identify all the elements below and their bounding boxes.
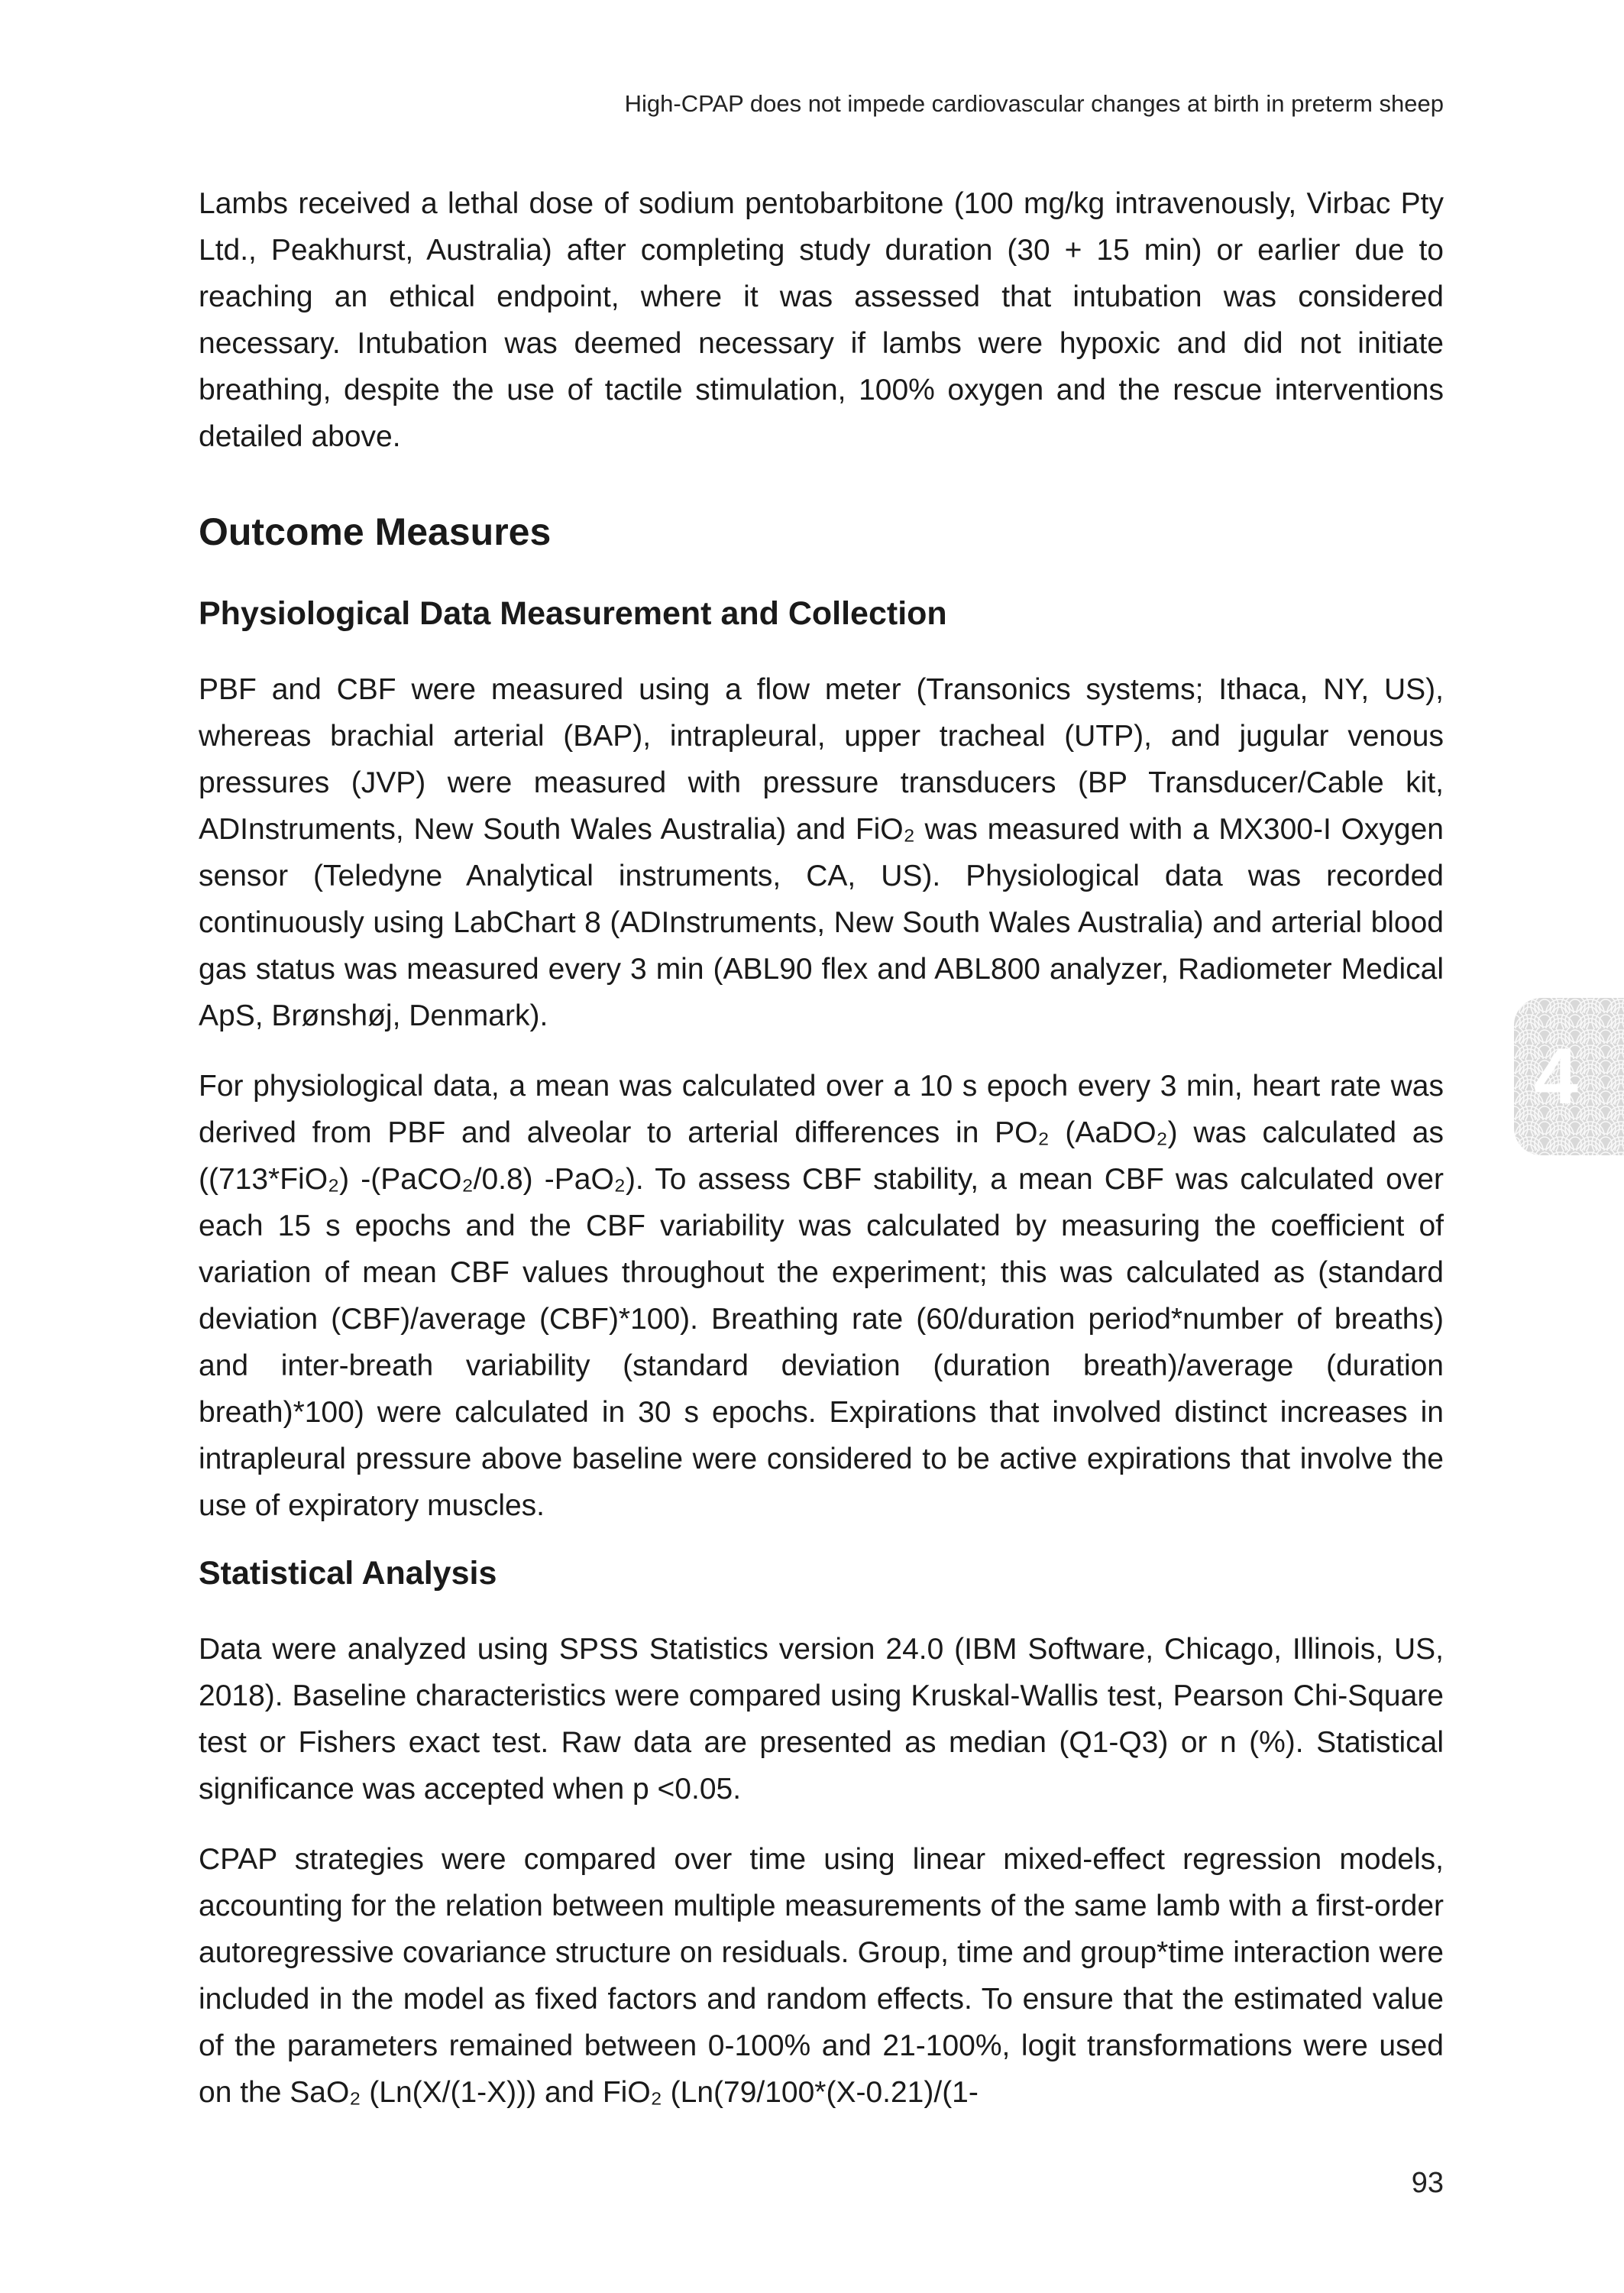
- paragraph-data-calculations: For physiological data, a mean was calculated over a 10 s epoch every 3 min, heart rate was derived from PBF and alveolar to arterial differences in PO₂ (AaDO₂) was calculated as ((713*FiO₂) -(PaCO₂/0.8) -PaO₂). To assess CBF stability, a mean CBF was calculated over each 15 s epochs and the CBF variability was calculated by measuring the coefficient of variation of mean CBF values throughout the experiment; this was calculated as (standard deviation (CBF)/average (CBF)*100). Breathing rate (60/duration period*number of breaths) and inter-breath variability (standard deviation (duration breath)/average (duration breath)*100) were calculated in 30 s epochs. Expirations that involved distinct increases in intrapleural pressure above baseline were considered to be active expirations that involve the use of expiratory muscles.: [199, 1070, 1444, 1522]
- subsection-heading-physiological-data: Physiological Data Measurement and Collection: [199, 595, 947, 632]
- subsection-heading-statistical-analysis: Statistical Analysis: [199, 1555, 497, 1592]
- section-heading-outcome-measures: Outcome Measures: [199, 510, 552, 553]
- paragraph-euthanasia: Lambs received a lethal dose of sodium pentobarbitone (100 mg/kg intravenously, Virbac Pty Ltd., Peakhurst, Australia) after completing study duration (30 + 15 min) or earlier due to reaching an ethical endpoint, where it was assessed that intubation was considered necessary. Intubation was deemed necessary if lambs were hypoxic and did not initiate breathing, despite the use of tactile stimulation, 100% oxygen and the rescue interventions detailed above.: [199, 187, 1444, 453]
- page-number: 93: [1411, 2167, 1444, 2199]
- page-body: [199, 180, 1444, 2139]
- chapter-number: 4: [1534, 1032, 1578, 1121]
- paragraph-measurement-devices: PBF and CBF were measured using a flow meter (Transonics systems; Ithaca, NY, US), whereas brachial arterial (BAP), intrapleural, upper tracheal (UTP), and jugular venous pressures (JVP) were measured with pressure transducers (BP Transducer/Cable kit, ADInstruments, New South Wales Australia) and FiO₂ was measured with a MX300-I Oxygen sensor (Teledyne Analytical instruments, CA, US). Physiological data was recorded continuously using LabChart 8 (ADInstruments, New South Wales Australia) and arterial blood gas status was measured every 3 min (ABL90 flex and ABL800 analyzer, Radiometer Medical ApS, Brønshøj, Denmark).: [199, 673, 1444, 1032]
- running-header: High-CPAP does not impede cardiovascular changes at birth in preterm sheep: [624, 90, 1444, 117]
- chapter-tab: [1514, 998, 1624, 1155]
- paragraph-statistics-software: Data were analyzed using SPSS Statistics version 24.0 (IBM Software, Chicago, Illinois, US, 2018). Baseline characteristics were compared using Kruskal-Wallis test, Pearson Chi-Square test or Fishers exact test. Raw data are presented as median (Q1-Q3) or n (%). Statistical significance was accepted when p <0.05.: [199, 1633, 1444, 1806]
- paragraph-mixed-effect-models: CPAP strategies were compared over time using linear mixed-effect regression models, accounting for the relation between multiple measurements of the same lamb with a first-order autoregressive covariance structure on residuals. Group, time and group*time interaction were included in the model as fixed factors and random effects. To ensure that the estimated value of the parameters remained between 0-100% and 21-100%, logit transformations were used on the SaO₂ (Ln(X/(1-X))) and FiO₂ (Ln(79/100*(X-0.21)/(1-: [199, 1843, 1444, 2109]
